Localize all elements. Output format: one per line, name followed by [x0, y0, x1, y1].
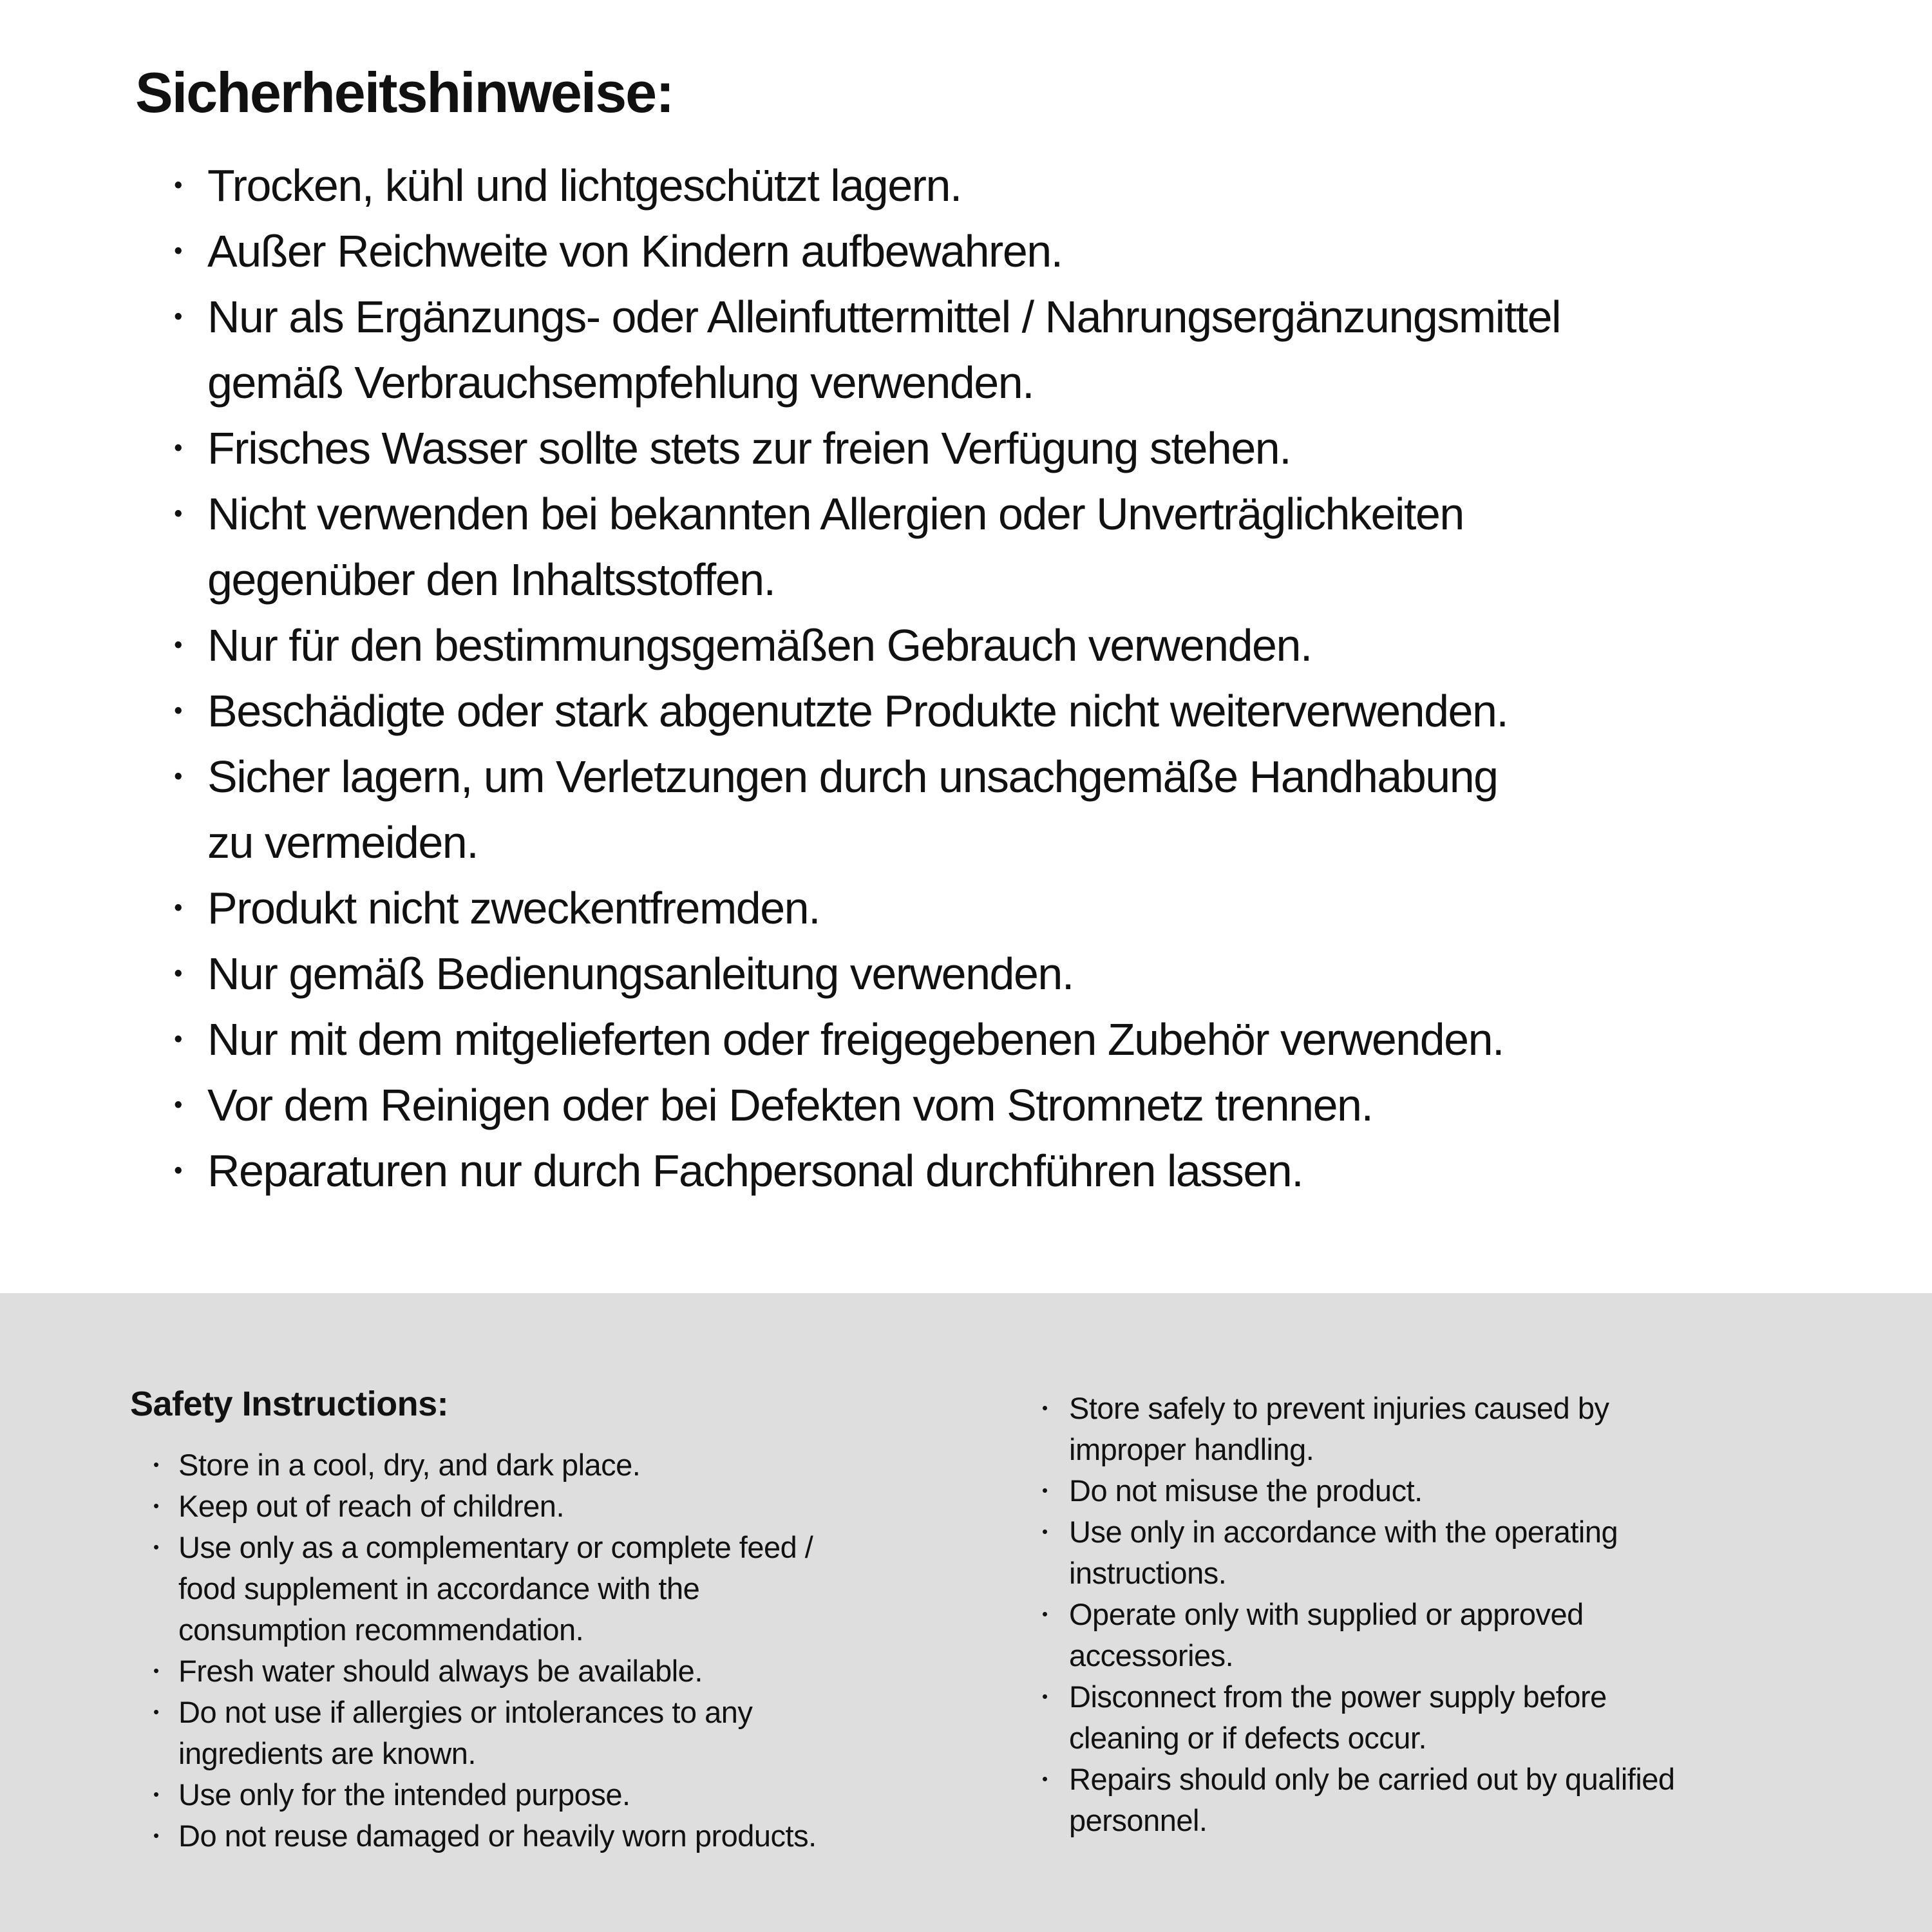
list-item-first-line: [0, 218, 1932, 284]
list-item-text: Nur gemäß Bedienungsanleitung verwenden.: [207, 949, 1074, 999]
list-item-text: Nur als Ergänzungs- oder Alleinfuttermittel / Nahrungsergänzungsmittel: [207, 292, 1561, 342]
list-item-first-line: [0, 1072, 1932, 1138]
list-item-first-line: [0, 1138, 1932, 1204]
list-item: [0, 1759, 1932, 1841]
list-item-text: Store safely to prevent injuries caused by: [1069, 1391, 1609, 1425]
list-item-text: instructions.: [1069, 1556, 1227, 1590]
list-item: [0, 153, 1932, 218]
list-item-wrap-line: [0, 547, 1932, 612]
bullet-glyph: •: [174, 1157, 182, 1184]
list-item: [0, 481, 1932, 612]
bullet-glyph: •: [153, 1497, 159, 1515]
bullet-glyph: •: [1042, 1523, 1048, 1541]
list-item: [0, 1470, 1932, 1511]
bullet-glyph: •: [153, 1662, 159, 1680]
bullet-glyph: •: [174, 500, 182, 527]
bullet-glyph: •: [174, 1091, 182, 1119]
bullet-glyph: •: [153, 1827, 159, 1845]
list-item-first-line: [0, 875, 1932, 941]
list-item-text: gemäß Verbrauchsempfehlung verwenden.: [207, 357, 1034, 408]
list-item-first-line: [0, 1511, 1932, 1553]
bullet-glyph: •: [153, 1703, 159, 1721]
bullet-glyph: •: [174, 894, 182, 922]
list-item-text: Disconnect from the power supply before: [1069, 1680, 1607, 1714]
list-item-wrap-line: [0, 350, 1932, 415]
list-item-text: ingredients are known.: [178, 1736, 476, 1770]
list-item-first-line: [0, 1759, 1932, 1800]
bullet-glyph: •: [1042, 1688, 1048, 1706]
list-item-text: Do not use if allergies or intolerances to any: [178, 1695, 753, 1729]
bullet-glyph: •: [174, 237, 182, 265]
list-item-wrap-line: [0, 1553, 1932, 1594]
list-item-first-line: [0, 415, 1932, 481]
bullet-glyph: •: [153, 1539, 159, 1557]
german-title: Sicherheitshinweise:: [135, 61, 674, 124]
list-item-text: improper handling.: [1069, 1432, 1314, 1466]
bullet-glyph: •: [174, 171, 182, 199]
bullet-glyph: •: [1042, 1770, 1048, 1788]
list-item: [0, 875, 1932, 941]
list-item-text: gegenüber den Inhaltsstoffen.: [207, 554, 775, 605]
list-item-first-line: [0, 1676, 1932, 1718]
list-item-text: consumption recommendation.: [178, 1613, 584, 1647]
list-item-first-line: [0, 678, 1932, 744]
bullet-glyph: •: [174, 303, 182, 330]
bullet-glyph: •: [1042, 1605, 1048, 1624]
list-item: [0, 1594, 1932, 1676]
list-item-wrap-line: [0, 1800, 1932, 1841]
english-title: Safety Instructions:: [130, 1385, 449, 1423]
list-item-text: zu vermeiden.: [207, 817, 478, 867]
list-item-text: Keep out of reach of children.: [178, 1489, 565, 1523]
list-item: [0, 218, 1932, 284]
list-item-wrap-line: [0, 1718, 1932, 1759]
list-item-text: Sicher lagern, um Verletzungen durch unsachgemäße Handhabung: [207, 752, 1498, 802]
bullet-glyph: •: [174, 434, 182, 462]
list-item-first-line: [0, 1594, 1932, 1635]
english-bullet-list-right: [0, 1388, 1932, 1841]
list-item-text: accessories.: [1069, 1638, 1234, 1672]
list-item-text: Use only for the intended purpose.: [178, 1777, 630, 1812]
list-item-first-line: [0, 941, 1932, 1007]
bullet-glyph: •: [1042, 1482, 1048, 1500]
list-item-text: Frisches Wasser sollte stets zur freien Verfügung stehen.: [207, 423, 1291, 473]
list-item-text: Use only as a complementary or complete feed /: [178, 1530, 813, 1564]
list-item-text: Do not misuse the product.: [1069, 1473, 1423, 1508]
list-item: [0, 744, 1932, 875]
list-item-text: Use only in accordance with the operating: [1069, 1515, 1618, 1549]
bullet-glyph: •: [174, 960, 182, 987]
bullet-glyph: •: [174, 762, 182, 790]
list-item-text: Repairs should only be carried out by qualified: [1069, 1762, 1675, 1796]
list-item-wrap-line: [0, 1635, 1932, 1676]
list-item: [0, 941, 1932, 1007]
list-item: [0, 1511, 1932, 1594]
list-item-text: Trocken, kühl und lichtgeschützt lagern.: [207, 160, 961, 211]
bullet-glyph: •: [1042, 1399, 1048, 1417]
list-item-first-line: [0, 481, 1932, 547]
list-item-wrap-line: [0, 810, 1932, 875]
list-item-first-line: [0, 1388, 1932, 1429]
list-item-text: cleaning or if defects occur.: [1069, 1721, 1427, 1755]
bullet-glyph: •: [174, 631, 182, 659]
german-bullet-list: [0, 153, 1932, 1204]
list-item-text: Reparaturen nur durch Fachpersonal durchführen lassen.: [207, 1146, 1303, 1196]
list-item-text: Do not reuse damaged or heavily worn products.: [178, 1819, 817, 1853]
list-item: [0, 1138, 1932, 1204]
list-item-first-line: [0, 284, 1932, 350]
list-item: [0, 1007, 1932, 1072]
bullet-glyph: •: [174, 1025, 182, 1053]
list-item-first-line: [0, 153, 1932, 218]
list-item-first-line: [0, 744, 1932, 810]
list-item: [0, 415, 1932, 481]
list-item-text: Nur mit dem mitgelieferten oder freigegebenen Zubehör verwenden.: [207, 1014, 1504, 1065]
list-item-first-line: [0, 1007, 1932, 1072]
list-item-text: Nur für den bestimmungsgemäßen Gebrauch verwenden.: [207, 620, 1312, 670]
list-item-text: Fresh water should always be available.: [178, 1654, 703, 1688]
list-item-text: food supplement in accordance with the: [178, 1571, 700, 1605]
list-item: [0, 678, 1932, 744]
list-item-text: Beschädigte oder stark abgenutzte Produkte nicht weiterverwenden.: [207, 686, 1508, 736]
list-item-text: Vor dem Reinigen oder bei Defekten vom Stromnetz trennen.: [207, 1080, 1373, 1130]
bullet-glyph: •: [153, 1456, 159, 1474]
list-item-text: Außer Reichweite von Kindern aufbewahren.: [207, 226, 1063, 276]
list-item-first-line: [0, 1470, 1932, 1511]
list-item-first-line: [0, 612, 1932, 678]
list-item: [0, 1388, 1932, 1470]
list-item: [0, 1072, 1932, 1138]
list-item: [0, 612, 1932, 678]
list-item: [0, 284, 1932, 415]
list-item-text: Nicht verwenden bei bekannten Allergien oder Unverträglichkeiten: [207, 489, 1464, 539]
list-item-text: Produkt nicht zweckentfremden.: [207, 883, 820, 933]
bullet-glyph: •: [153, 1786, 159, 1804]
english-section: [0, 1293, 1932, 1932]
list-item-text: Store in a cool, dry, and dark place.: [178, 1448, 641, 1482]
bullet-glyph: •: [174, 697, 182, 724]
list-item: [0, 1676, 1932, 1759]
list-item-wrap-line: [0, 1429, 1932, 1470]
list-item-text: personnel.: [1069, 1803, 1208, 1837]
list-item-text: Operate only with supplied or approved: [1069, 1597, 1584, 1631]
